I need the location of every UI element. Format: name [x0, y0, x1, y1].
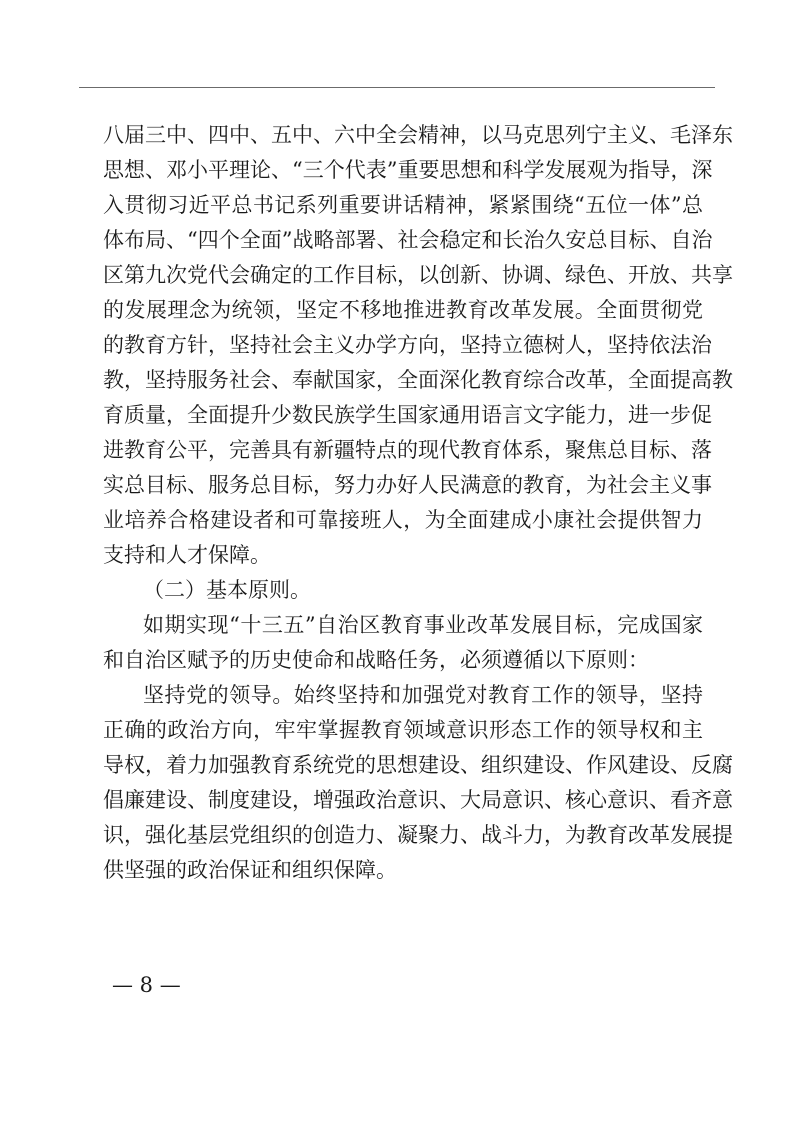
paragraph-line: 如期实现“十三五”自治区教育事业改革发展目标，完成国家 — [143, 613, 703, 637]
paragraph-line: 支持和人才保障。 — [103, 543, 271, 567]
paragraph-line: 倡廉建设、制度建设，增强政治意识、大局意识、核心意识、看齐意 — [103, 788, 733, 812]
paragraph-line: 八届三中、四中、五中、六中全会精神，以马克思列宁主义、毛泽东 — [103, 123, 733, 147]
paragraph-line: 的教育方针，坚持社会主义办学方向，坚持立德树人，坚持依法治 — [103, 333, 712, 357]
paragraph-line: 进教育公平，完善具有新疆特点的现代教育体系，聚焦总目标、落 — [103, 438, 712, 462]
paragraph-line: 教，坚持服务社会、奉献国家，全面深化教育综合改革，全面提高教 — [103, 368, 733, 392]
paragraph-line: 导权，着力加强教育系统党的思想建设、组织建设、作风建设、反腐 — [103, 753, 733, 777]
page-number: — 8 — — [112, 973, 181, 997]
paragraph-line: 识，强化基层党组织的创造力、凝聚力、战斗力，为教育改革发展提 — [103, 823, 733, 847]
paragraph-line: 体布局、“四个全面”战略部署、社会稳定和长治久安总目标、自治 — [103, 228, 713, 252]
paragraph-line: 坚持党的领导。始终坚持和加强党对教育工作的领导，坚持 — [143, 683, 703, 707]
paragraph-line: 实总目标、服务总目标，努力办好人民满意的教育，为社会主义事 — [103, 473, 712, 497]
paragraph-line: 育质量，全面提升少数民族学生国家通用语言文字能力，进一步促 — [103, 403, 712, 427]
paragraph-line: 入贯彻习近平总书记系列重要讲话精神，紧紧围绕“五位一体”总 — [103, 193, 703, 217]
paragraph-line: 的发展理念为统领，坚定不移地推进教育改革发展。全面贯彻党 — [103, 298, 703, 322]
paragraph-line: 供坚强的政治保证和组织保障。 — [103, 858, 397, 882]
header-rule — [79, 87, 715, 88]
paragraph-line: 思想、邓小平理论、“三个代表”重要思想和科学发展观为指导，深 — [103, 158, 713, 182]
document-body — [103, 118, 733, 888]
paragraph-line: 业培养合格建设者和可靠接班人，为全面建成小康社会提供智力 — [103, 508, 703, 532]
paragraph-line: 和自治区赋予的历史使命和战略任务，必须遵循以下原则： — [103, 648, 649, 672]
paragraph-line: 区第九次党代会确定的工作目标，以创新、协调、绿色、开放、共享 — [103, 263, 733, 287]
paragraph-line: 正确的政治方向，牢牢掌握教育领域意识形态工作的领导权和主 — [103, 718, 703, 742]
paragraph-line: （二）基本原则。 — [143, 578, 311, 602]
